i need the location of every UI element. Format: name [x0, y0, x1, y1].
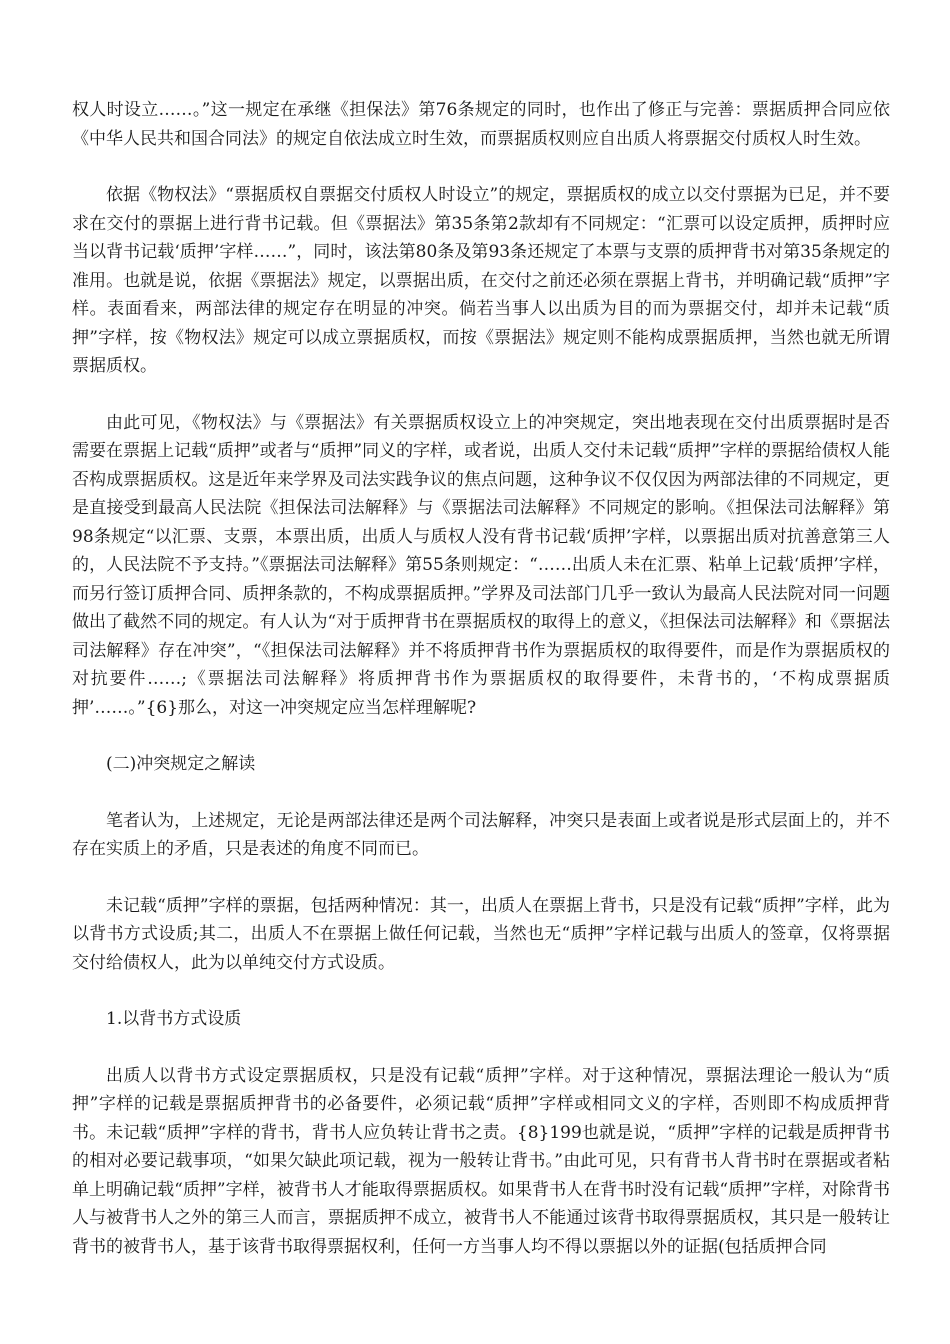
document-page [72, 96, 890, 1289]
paragraph-5: 未记载“质押”字样的票据，包括两种情况：其一，出质人在票据上背书，只是没有记载“质押”字样，此为以背书方式设质;其二，出质人不在票据上做任何记载，当然也无“质押”字样记载与出质人的签章，仅将票据交付给债权人，此为以单纯交付方式设质。 [72, 895, 890, 973]
paragraph-2: 依据《物权法》“票据质权自票据交付质权人时设立”的规定，票据质权的成立以交付票据为已足，并不要求在交付的票据上进行背书记载。但《票据法》第35条第2款却有不同规定：“汇票可以设定质押，质押时应当以背书记载‘质押’字样……”，同时，该法第80条及第93条还规定了本票与支票的质押背书对第35条规定的准用。也就是说，依据《票据法》规定，以票据出质，在交付之前还必须在票据上背书，并明确记载“质押”字样。表面看来，两部法律的规定存在明显的冲突。倘若当事人以出质为目的而为票据交付，却并未记载“质押”字样，按《物权法》规定可以成立票据质权，而按《票据法》规定则不能构成票据质押，当然也就无所谓票据质权。 [72, 185, 890, 376]
paragraph-4: 笔者认为，上述规定，无论是两部法律还是两个司法解释，冲突只是表面上或者说是形式层面上的，并不存在实质上的矛盾，只是表述的角度不同而已。 [72, 810, 890, 859]
subsection-heading-endorsement-pledge: 1.以背书方式设质 [106, 1009, 242, 1029]
section-heading-conflict-interpretation: (二)冲突规定之解读 [106, 754, 256, 774]
paragraph-1: 权人时设立……。”这一规定在承继《担保法》第76条规定的同时，也作出了修正与完善：票据质押合同应依《中华人民共和国合同法》的规定自依法成立时生效，而票据质权则应自出质人将票据交付质权人时生效。 [72, 100, 890, 149]
paragraph-3: 由此可见，《物权法》与《票据法》有关票据质权设立上的冲突规定，突出地表现在交付出质票据时是否需要在票据上记载“质押”或者与“质押”同义的字样，或者说，出质人交付未记载“质押”字样的票据给债权人能否构成票据质权。这是近年来学界及司法实践争议的焦点问题，这种争议不仅仅因为两部法律的不同规定，更是直接受到最高人民法院《担保法司法解释》与《票据法司法解释》不同规定的影响。《担保法司法解释》第98条规定“以汇票、支票，本票出质，出质人与质权人没有背书记载‘质押’字样，以票据出质对抗善意第三人的，人民法院不予支持。”《票据法司法解释》第55条则规定：“……出质人未在汇票、粘单上记载‘质押’字样，而另行签订质押合同、质押条款的，不构成票据质押。”学界及司法部门几乎一致认为最高人民法院对同一问题做出了截然不同的规定。有人认为“对于质押背书在票据质权的取得上的意义，《担保法司法解释》和《票据法司法解释》存在冲突”，“《担保法司法解释》并不将质押背书作为票据质权的取得要件，而是作为票据质权的对抗要件……;《票据法司法解释》将质押背书作为票据质权的取得要件，未背书的，‘不构成票据质押’……。”{6}那么，对这一冲突规定应当怎样理解呢? [72, 412, 890, 718]
paragraph-6: 出质人以背书方式设定票据质权，只是没有记载“质押”字样。对于这种情况，票据法理论一般认为“质押”字样的记载是票据质押背书的必备要件，必须记载“质押”字样或相同文义的字样，否则即不构成质押背书。未记载“质押”字样的背书，背书人应负转让背书之责。{8}199也就是说，“质押”字样的记载是质押背书的相对必要记载事项，“如果欠缺此项记载，视为一般转让背书。”由此可见，只有背书人背书时在票据或者粘单上明确记载“质押”字样，被背书人才能取得票据质权。如果背书人在背书时没有记载“质押”字样，对除背书人与被背书人之外的第三人而言，票据质押不成立，被背书人不能通过该背书取得票据质权，其只是一般转让背书的被背书人，基于该背书取得票据权利，任何一方当事人均不得以票据以外的证据(包括质押合同 [72, 1065, 890, 1257]
